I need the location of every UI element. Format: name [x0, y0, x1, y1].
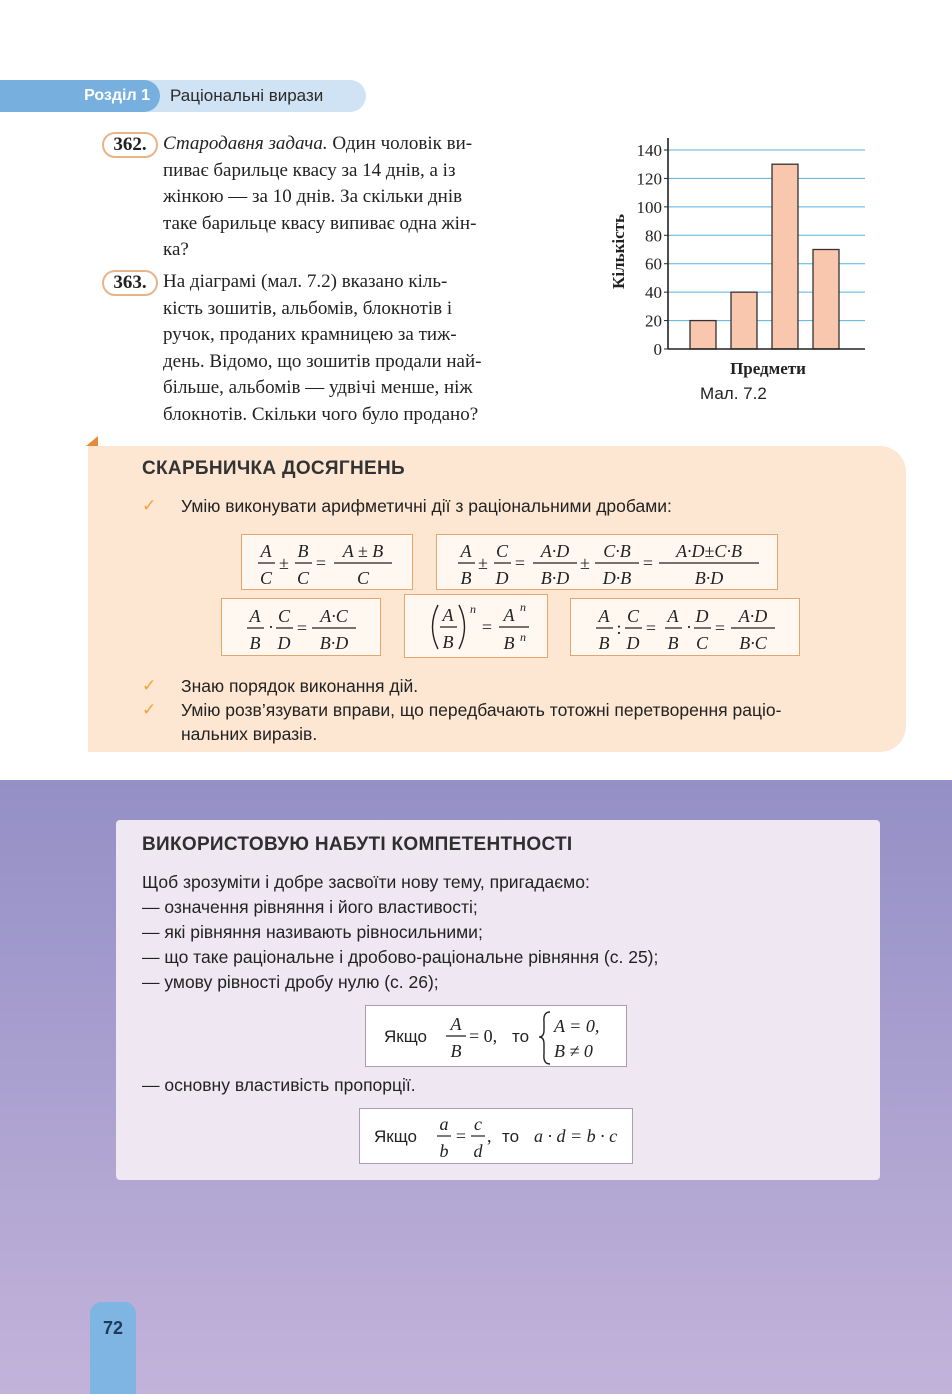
- competences-item: — які рівняння називають рівносильними;: [142, 922, 483, 942]
- problem-363-line: блокнотів. Скільки чого було продано?: [163, 403, 479, 425]
- achievement-item: Умію розв’язувати вправи, що передбачають тотожні перетворення раціо-: [181, 700, 782, 720]
- problem-362-line: таке барильце квасу випиває одна жін-: [163, 212, 477, 234]
- chart-y-tick-label: 40: [645, 283, 662, 303]
- rule-condition: A = 0,: [554, 1016, 600, 1036]
- rule-term: b: [439, 1141, 449, 1161]
- rule-then-word: то: [502, 1127, 520, 1146]
- formula-term: D: [277, 633, 291, 653]
- formula-operator: ·: [686, 617, 692, 637]
- chart-y-tick-label: 80: [645, 226, 662, 246]
- rule-result: a · d = b · c: [534, 1126, 618, 1146]
- formula-term: C: [695, 633, 709, 653]
- competences-intro: Щоб зрозуміти і добре засвоїти нову тему, пригадаємо:: [142, 872, 590, 892]
- problem-362-italic: Стародавня задача.: [163, 133, 328, 154]
- formula-term: B·D: [319, 633, 349, 653]
- page-number-tab: [90, 1302, 136, 1394]
- chapter-header: [0, 80, 366, 112]
- formula-term: C: [296, 568, 310, 588]
- competences-item: — основну властивість пропорції.: [142, 1075, 416, 1095]
- formula-term: A: [249, 606, 261, 626]
- formula-term: C: [626, 606, 640, 626]
- formula-operator: =: [514, 553, 526, 573]
- formula-term: A: [442, 605, 454, 625]
- formula-term: B: [598, 633, 610, 653]
- competences-item: — означення рівняння і його властивості;: [142, 897, 478, 917]
- formula-term: C·B: [603, 541, 631, 561]
- formula-term: C: [277, 606, 291, 626]
- bar-chart-svg: [600, 130, 880, 390]
- formula-operator: ±: [279, 553, 289, 573]
- formula-box-sum-different-denominators: [436, 534, 778, 590]
- formula-exponent: n: [520, 630, 526, 644]
- formula-operator: ±: [478, 553, 488, 573]
- problem-362-line: жінкою — за 10 днів. За скільки днів: [163, 186, 463, 207]
- chart-bar: [690, 321, 716, 349]
- chart-bar: [813, 250, 839, 350]
- rule-then-word: то: [512, 1027, 530, 1046]
- rule-operator: =: [455, 1126, 467, 1146]
- figure-caption: Мал. 7.2: [700, 384, 767, 403]
- rule-term: a: [439, 1114, 449, 1134]
- chapter-title: Раціональні вирази: [170, 86, 324, 105]
- problem-363-line: більше, альбомів — удвічі менше, ніж: [163, 377, 473, 398]
- rule-term: c: [474, 1114, 482, 1134]
- competences-item: — що таке раціональне і дробово-раціональне рівняння (с. 25);: [142, 947, 659, 967]
- rule-if-word: Якщо: [384, 1027, 427, 1046]
- formula-box-sum-same-denominator: [241, 534, 413, 590]
- formula-term: D: [695, 606, 709, 626]
- problem-362-line: ка?: [163, 239, 189, 260]
- chart-x-axis-label: Предмети: [730, 359, 806, 378]
- formula-term: B: [460, 568, 472, 588]
- formula-term: A: [503, 605, 515, 625]
- check-icon: ✓: [142, 700, 157, 719]
- formula-box-product: [221, 598, 381, 656]
- formula-operator: =: [642, 553, 654, 573]
- rule-term: d: [473, 1141, 483, 1161]
- competences-title: ВИКОРИСТОВУЮ НАБУТІ КОМПЕТЕНТНОСТІ: [142, 834, 573, 855]
- chart-y-tick-label: 60: [645, 254, 662, 274]
- achievement-item: Знаю порядок виконання дій.: [181, 676, 419, 696]
- chart-y-tick-label: 20: [645, 311, 662, 331]
- formula-exponent: n: [520, 600, 526, 614]
- chart-y-tick-label: 100: [636, 197, 662, 217]
- achievement-item-continued: нальних виразів.: [181, 724, 318, 744]
- formula-term: B: [249, 633, 261, 653]
- formula-term: A·D: [738, 606, 768, 626]
- chart-bar: [772, 164, 798, 349]
- formula-operator: =: [315, 553, 327, 573]
- chart-y-tick-label: 120: [636, 169, 662, 189]
- formula-term: A: [667, 606, 679, 626]
- formula-term: B·C: [739, 633, 767, 653]
- formula-operator: ±: [580, 553, 590, 573]
- formula-term: B·D: [694, 568, 724, 588]
- rule-term: B: [450, 1041, 462, 1061]
- problem-363-line: день. Відомо, що зошитів продали най-: [163, 350, 482, 372]
- problem-363-text: [163, 269, 573, 428]
- zero-fraction-rule-box: [365, 1005, 627, 1067]
- problem-362-line: пиває барильце квасу за 14 днів, а із: [163, 159, 456, 181]
- formula-term: C: [259, 568, 273, 588]
- chapter-label: Розділ 1: [0, 80, 160, 112]
- problem-number-363: 363.: [102, 270, 158, 296]
- formula-operator: :: [616, 618, 622, 638]
- formula-term: D: [626, 633, 640, 653]
- rule-condition: B ≠ 0: [554, 1041, 593, 1061]
- formula-term: C: [356, 568, 370, 588]
- formula-term: A·D: [540, 541, 570, 561]
- formula-term: B·D: [540, 568, 570, 588]
- problem-362-text: [163, 131, 573, 264]
- page-number: 72: [102, 1318, 124, 1338]
- chart-bar: [731, 292, 757, 349]
- formula-box-division: [570, 598, 800, 656]
- formula-operator: =: [645, 618, 657, 638]
- formula-term: B: [503, 633, 515, 653]
- problem-363-line: кість зошитів, альбомів, блокнотів і: [163, 297, 453, 319]
- rule-term: = 0,: [469, 1026, 498, 1046]
- formula-term: B: [442, 632, 454, 652]
- formula-operator: ·: [268, 617, 274, 637]
- formula-term: B: [667, 633, 679, 653]
- formula-term: D: [495, 568, 509, 588]
- chart-y-axis-label: Кількість: [609, 214, 628, 289]
- rule-if-word: Якщо: [374, 1127, 417, 1146]
- check-icon: ✓: [142, 496, 157, 515]
- rule-term: A: [450, 1014, 462, 1034]
- proportion-rule-box: [359, 1108, 633, 1164]
- formula-operator: =: [714, 618, 726, 638]
- formula-operator: =: [296, 618, 308, 638]
- panel-corner-marker: [86, 436, 98, 446]
- formula-term: A·C: [320, 606, 348, 626]
- formula-exponent: n: [470, 602, 476, 616]
- formula-term: C: [495, 541, 509, 561]
- problem-number-362: 362.: [102, 132, 158, 158]
- achievements-title: СКАРБНИЧКА ДОСЯГНЕНЬ: [142, 458, 405, 479]
- formula-term: A: [598, 606, 610, 626]
- achievement-item: Умію виконувати арифметичні дії з раціональними дробами:: [181, 496, 672, 516]
- formula-term: D·B: [602, 568, 632, 588]
- chart-y-tick-label: 0: [653, 340, 662, 359]
- problem-363-line: На діаграмі (мал. 7.2) вказано кіль-: [163, 271, 448, 292]
- problem-363-line: ручок, проданих крамницею за тиж-: [163, 324, 457, 345]
- formula-term: A: [460, 541, 472, 561]
- formula-term: A·D±C·B: [676, 541, 742, 561]
- formula-box-power: [404, 594, 548, 658]
- check-icon: ✓: [142, 676, 157, 695]
- problem-362-line: Один чоловік ви-: [327, 133, 473, 154]
- formula-term: A: [260, 541, 272, 561]
- formula-term: B: [297, 541, 309, 561]
- competences-item: — умову рівності дробу нулю (с. 26);: [142, 972, 439, 992]
- rule-operator: ,: [487, 1126, 492, 1146]
- formula-operator: =: [481, 617, 493, 637]
- formula-term: A ± B: [342, 541, 384, 561]
- chart-y-tick-label: 140: [636, 141, 662, 160]
- bar-chart: [600, 130, 880, 410]
